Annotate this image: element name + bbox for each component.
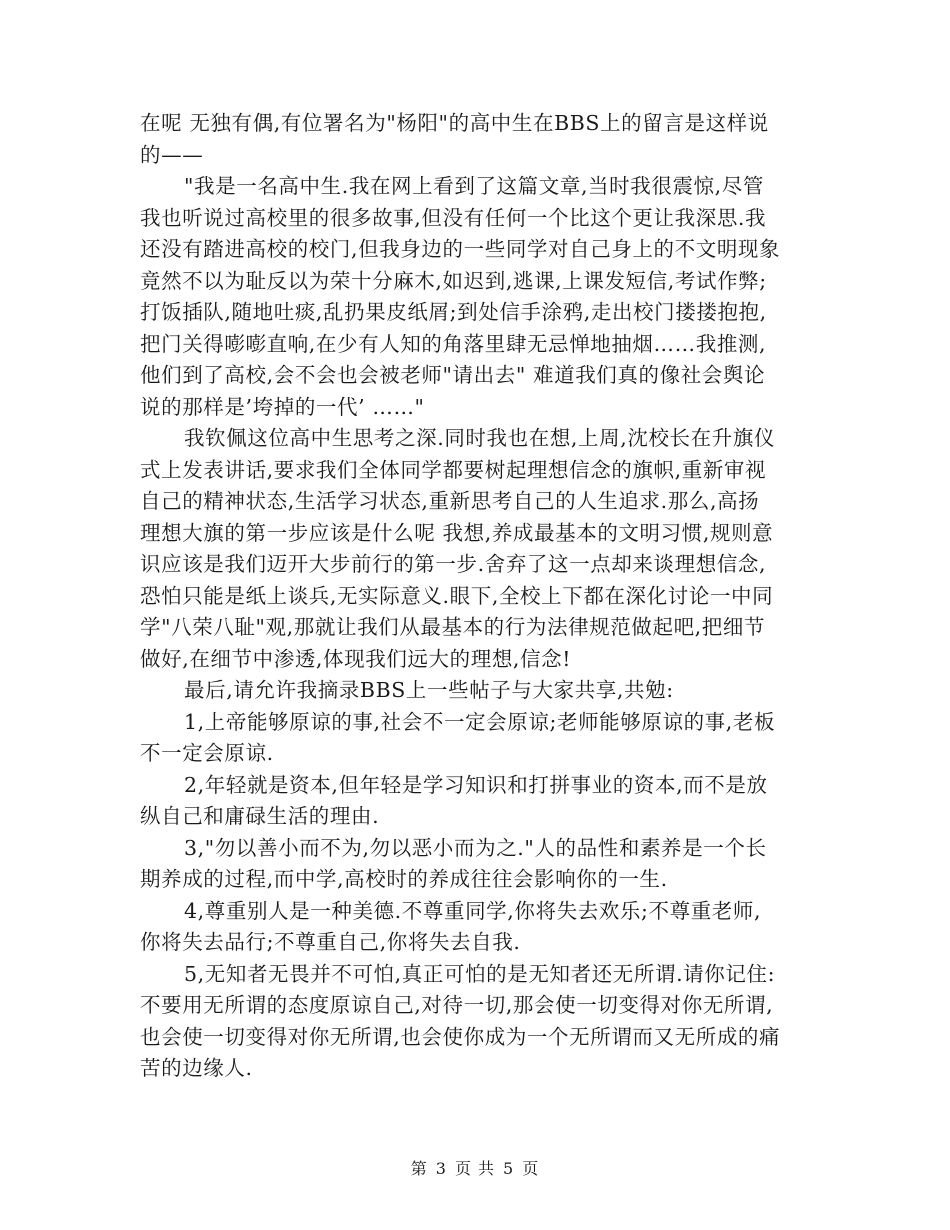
text-line: 竟然不以为耻反以为荣十分麻木,如迟到,逃课,上课发短信,考试作弊; xyxy=(140,268,767,293)
text-line: 识应该是我们迈开大步前行的第一步.舍弃了这一点却来谈理想信念, xyxy=(140,552,767,576)
text-line: 1,上帝能够原谅的事,社会不一定会原谅;老师能够原谅的事,老板 xyxy=(184,709,776,734)
text-line: 纵自己和庸碌生活的理由. xyxy=(140,804,380,828)
text-line: 我也听说过高校里的很多故事,但没有任何一个比这个更让我深思.我 xyxy=(140,205,767,230)
footer-prefix: 第 xyxy=(410,1159,428,1178)
text-line: 他们到了高校,会不会也会被老师"请出去" 难道我们真的像社会舆论 xyxy=(140,363,766,387)
text-line: 自己的精神状态,生活学习状态,重新思考自己的人生追求.那么,高扬 xyxy=(140,489,760,513)
footer-current-page: 3 xyxy=(435,1159,447,1178)
text-line: "我是一名高中生.我在网上看到了这篇文章,当时我很震惊,尽管 xyxy=(184,174,764,198)
text-line: 恐怕只能是纸上谈兵,无实际意义.眼下,全校上下都在深化讨论一中同 xyxy=(140,583,774,608)
text-line: 你将失去品行;不尊重自己,你将失去自我. xyxy=(140,930,521,954)
paragraph xyxy=(140,423,812,675)
text-line: 不要用无所谓的态度原谅自己,对待一切,那会使一切变得对你无所谓, xyxy=(140,993,774,1017)
footer-middle: 页 共 xyxy=(454,1159,496,1178)
text-line: 学"八荣八耻"观,那就让我们从最基本的行为法律规范做起吧,把细节 xyxy=(140,615,766,639)
page-footer xyxy=(0,1156,950,1179)
paragraph xyxy=(140,108,812,171)
paragraph xyxy=(140,959,812,1085)
text-line: 还没有踏进高校的校门,但我身边的一些同学对自己身上的不文明现象 xyxy=(140,237,781,261)
footer-suffix: 页 xyxy=(522,1159,540,1178)
paragraph xyxy=(140,896,812,959)
paragraph xyxy=(140,707,812,770)
text-line: 做好,在细节中渗透,体现我们远大的理想,信念! xyxy=(140,646,572,671)
text-line: 不一定会原谅. xyxy=(140,741,274,765)
paragraph xyxy=(140,770,812,833)
text-line: 2,年轻就是资本,但年轻是学习知识和打拼事业的资本,而不是放 xyxy=(184,772,768,797)
paragraph xyxy=(140,675,812,707)
text-line: 也会使一切变得对你无所谓,也会使你成为一个无所谓而又无所成的痛 xyxy=(140,1024,781,1049)
text-line: 最后,请允许我摘录BBS上一些帖子与大家共享,共勉: xyxy=(184,678,674,702)
text-line: 的—— xyxy=(140,142,204,167)
text-line: 4,尊重别人是一种美德.不尊重同学,你将失去欢乐;不尊重老师, xyxy=(184,898,762,923)
text-line: 期养成的过程,而中学,高校时的养成往往会影响你的一生. xyxy=(140,867,668,891)
text-line: 5,无知者无畏并不可怕,真正可怕的是无知者还无所谓.请你记住: xyxy=(184,961,776,986)
text-line: 苦的边缘人. xyxy=(140,1056,253,1080)
footer-total-pages: 5 xyxy=(503,1159,515,1178)
paragraph xyxy=(140,833,812,896)
text-line: 3,"勿以善小而不为,勿以恶小而为之."人的品性和素养是一个长 xyxy=(184,835,767,860)
text-line: 说的那样是’垮掉的一代’ ……" xyxy=(140,394,425,419)
text-line: 把门关得嘭嘭直响,在少有人知的角落里肆无忌惮地抽烟……我推测, xyxy=(140,331,767,356)
text-line: 理想大旗的第一步应该是什么呢 我想,养成最基本的文明习惯,规则意 xyxy=(140,520,774,545)
text-line: 我钦佩这位高中生思考之深.同时我也在想,上周,沈校长在升旗仪 xyxy=(184,426,776,450)
text-line: 打饭插队,随地吐痰,乱扔果皮纸屑;到处信手涂鸦,走出校门搂搂抱抱, xyxy=(140,300,767,324)
document-body xyxy=(140,108,812,1085)
text-line: 式上发表讲话,要求我们全体同学都要树起理想信念的旗帜,重新审视 xyxy=(140,457,767,482)
paragraph xyxy=(140,171,812,423)
text-line: 在呢 无独有偶,有位署名为"杨阳"的高中生在BBS上的留言是这样说 xyxy=(140,111,769,135)
